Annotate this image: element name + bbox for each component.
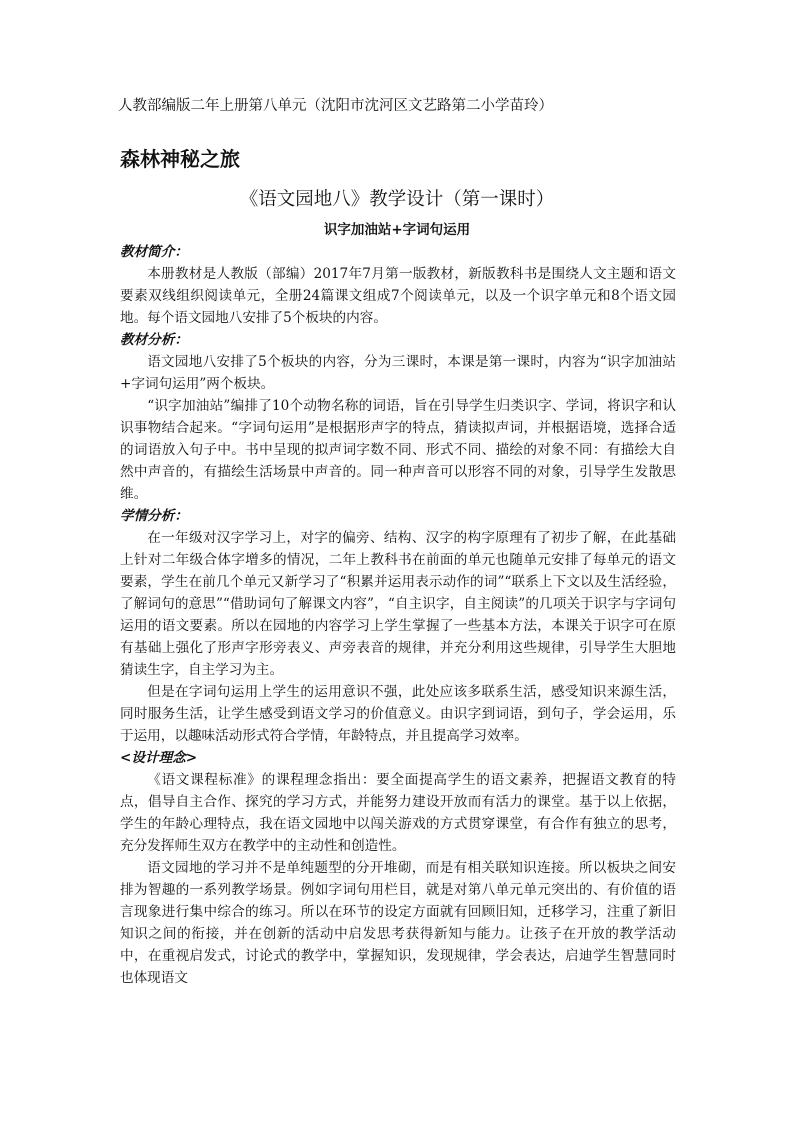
paragraph: 语文园地的学习并不是单纯题型的分开堆砌，而是有相关联知识连接。所以板块之间安排为智趣的一系列教学场景。例如字词句用栏目，就是对第八单元单元突出的、有价值的语言现象进行集中综合的练习。所以在环节的设定方面就有回顾旧知，迁移学习，注重了新旧知识之间的衔接，并在创新的活动中启发思考获得新知与能力。让孩子在开放的教学活动中，在重视启发式，讨论式的教学中，掌握知识，发现规律，学会表达，启迪学生智慧同时也体现语文 bbox=[120, 860, 676, 986]
document-body bbox=[120, 241, 676, 989]
paragraph: 在一年级对汉字学习上，对字的偏旁、结构、汉字的构字原理有了初步了解，在此基础上针对二年级合体字增多的情况，二年上教科书在前面的单元也随单元安排了每单元的语文要素，学生在前几个单元又新学习了“积累并运用表示动作的词”“联系上下文以及生活经验，了解词句的意思”“借助词句了解课文内容”，“自主识字，自主阅读”的几项关于识字与字词句运用的语文要素。所以在园地的内容学习上学生掌握了一些基本方法，本课关于识字可在原有基础上强化了形声字形旁表义、声旁表音的规律，并充分利用这些规律，引导学生大胆地猜读生字，自主学习为主。 bbox=[120, 530, 676, 678]
section-heading-design-concept: <设计理念> bbox=[120, 750, 198, 766]
paragraph: 语文园地八安排了5个板块的内容，分为三课时，本课是第一课时，内容为“识字加油站+字词句运用”两个板块。 bbox=[120, 354, 676, 392]
document-subtitle: 识字加油站+字词句运用 bbox=[323, 222, 471, 238]
header-line: 人教部编版二年上册第八单元（沈阳市沈河区文艺路第二小学苗玲） bbox=[118, 98, 553, 114]
paragraph: “识字加油站”编排了10个动物名称的词语，旨在引导学生归类识字、学词，将识字和认识事物结合起来。“字词句运用”是根据形声字的特点，猜读拟声词，并根据语境，选择合适的词语放入句子中。书中呈现的拟声词字数不同、形式不同、描绘的对象不同：有描绘大自然中声音的，有描绘生活场景中声音的。同一种声音可以形容不同的对象，引导学生发散思维。 bbox=[120, 398, 676, 502]
main-title: 森林神秘之旅 bbox=[120, 147, 240, 171]
paragraph: 但是在字词句运用上学生的运用意识不强，此处应该多联系生活，感受知识来源生活，同时服务生活，让学生感受到语文学习的价值意义。由识字到词语，到句子，学会运用，乐于运用，以趣味活动形式符合学情，年龄特点，并且提高学习效率。 bbox=[120, 684, 676, 744]
paragraph: 本册教材是人教版（部编）2017年7月第一版教材，新版教科书是围绕人文主题和语文要素双线组织阅读单元，全册24篇课文组成7个阅读单元，以及一个识字单元和8个语文园地。每个语文园地八安排了5个板块的内容。 bbox=[120, 266, 676, 326]
section-heading-textbook-intro: 教材简介： bbox=[120, 244, 188, 260]
paragraph: 《语文课程标准》的课程理念指出：要全面提高学生的语文素养，把握语文教育的特点，倡导自主合作、探究的学习方式，并能努力建设开放而有活力的课堂。基于以上依据，学生的年龄心理特点，我在语文园地中以闯关游戏的方式贯穿课堂，有合作有独立的思考，充分发挥师生双方在教学中的主动性和创造性。 bbox=[120, 772, 676, 854]
document-title: 《语文园地八》教学设计（第一课时） bbox=[239, 189, 555, 210]
section-heading-textbook-analysis: 教材分析： bbox=[120, 332, 188, 348]
section-heading-student-analysis: 学情分析： bbox=[120, 508, 188, 524]
